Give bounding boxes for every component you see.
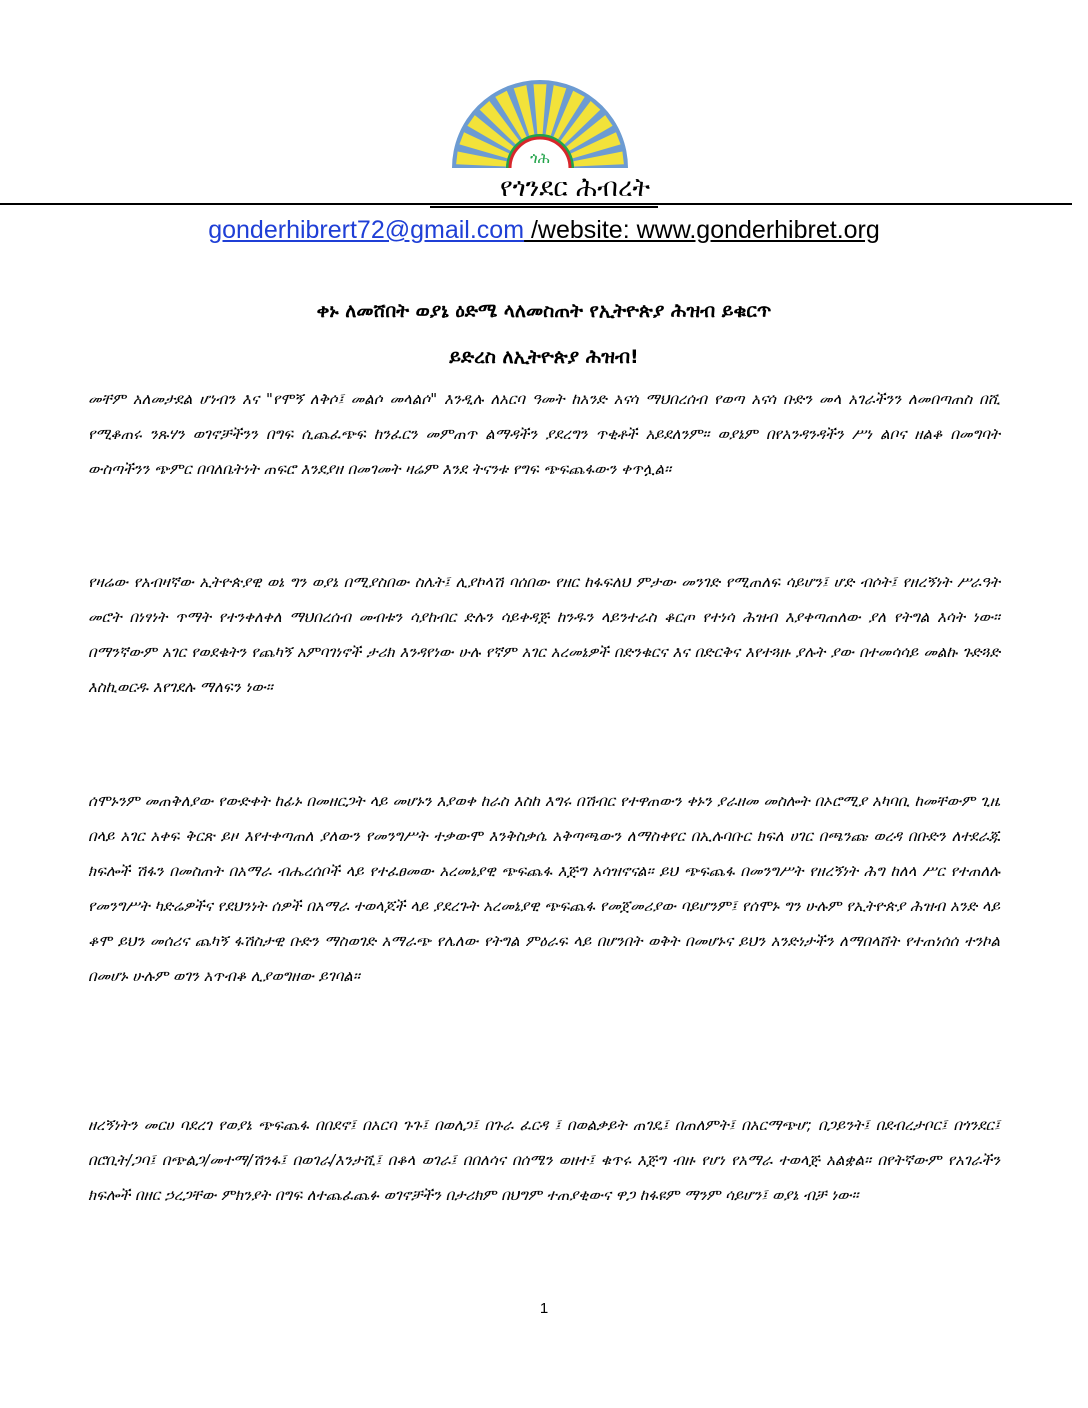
organization-name-text: የጎንደር ሕብረት [430, 172, 658, 208]
paragraph-3: ሰሞኑንም መጠቅለያው የውድቀት ከፊኑ በመዘርጋት ላይ መሆኑን እያወቀ ከራስ እስከ እግሩ በሽብር የተዋጠውን ቀኑን ያራዘመ መስሎት በኦሮሚያ አካባቢ ከመቸውም ጊዜ በላይ አገር አቀፍ ቅርጽ ይዞ እየተቀጣጠለ ያለውን የመንግሥት ተቃውሞ እንቅስቃሴ አቅጣጫውን ለማስቀየር በኢሉባቡር ክፍለ ሀገር በጫንጩ ወረዳ በቡድን ለተደራጁ ክፍሎች ሽፋን በመስጠት በአማራ ብሔረሰቦች ላይ የተፈፀመው አረመኔያዊ ጭፍጨፋ እጅግ አሳዝኖናል። ይህ ጭፍጨፋ በመንግሥት የዘረኝነት ሕግ ከለላ ሥር የተጠለሉ የመንግሥት ካድሬዎችና የደህንነት ሰዎች በአማራ ተወላጆች ላይ ያደረጉት አረመኔያዊ ጭፍጨፋ የመጀመሪያው ባይሆንም፤ የሰሞኑ ግን ሁሉም የኢትዮጵያ ሕዝብ አንድ ላይ ቆሞ ይህን መሰሪና ጨካኝ ፋሽስታዊ ቡድን ማስወገድ አማራጭ የሌለው የትግል ምዕራፍ ላይ በሆንበት ወቅት በመሆኑና ይህን አንድነታችን ለማበላሸት የተጠነሰሰ ተንኮል በመሆኑ ሁሉም ወገን አጥብቆ ሊያወግዘው ይገባል። [88, 792, 1000, 985]
paragraph-2: የዛሬው የአብዛኛው ኢትዮጵያዊ ወኔ ግን ወያኔ በሚያስበው ስሌት፤ ሊያኮላሽ ባሰበው የዘር ከፋፍለህ ምታው መንገድ የሚጠለፍ ሳይሆን፤ ሆድ ብሶት፤ የዘረኝነት ሥራዓት መሮት በነፃነት ጥማት የተንቀለቀለ ማህበረሰብ መብቱን ሳያከብር ድሉን ሳይቀዳጅ ከንዱን ላይንተራስ ቆርጦ የተነሳ ሕዝብ እያቀጣጠለው ያለ የትግል እሳት ነው። በማንኛውም አገር የወደቁትን የጨካኝ አምባገነኖች ታሪክ እንዳየነው ሁሉ የኛም አገር አረመኔዎች በድንቁርና እና በድርቅና እየተጓዙ ያሉት ያው በተመሳሳይ መልኩ ጉድጓድ እስኪወርዱ እየገደሉ ማለፍን ነው። [88, 573, 1000, 696]
page-number: 1 [539, 1300, 549, 1317]
headline: ቀኑ ለመሸበት ወያኔ ዕድሜ ላለመስጠት የኢትዮጵያ ሕዝብ ይቁርጥ [316, 300, 772, 322]
subheadline: ይድረስ ለኢትዮጵያ ሕዝብ! [449, 346, 639, 368]
logo-text: ጎሕ [530, 149, 550, 167]
sunburst-logo-icon [448, 60, 632, 172]
website-link[interactable]: /website: www.gonderhibret.org [524, 216, 880, 244]
contact-line [0, 212, 1088, 248]
paragraph-4: ዘረኝነትን መርሀ ባደረገ የወያኔ ጭፍጨፋ በበደኖ፤ በአርባ ጉጉ፤ በወለጋ፤ በጉራ ፈርዳ ፤ በወልቃይት ጠገዴ፤ በጠለምት፤ በአርማጭሆ; በጋይንት፤ በደብረታቦር፤ በጎንደር፤ በሮቢት/ጋባ፤ በጭልጋ/መተማ/ሽንፋ፤ በወገራ/እንታሺ፤ በቆላ ወገራ፤ በበለሳና በሰሜን ወዘተ፤ ቁጥሩ እጅግ ብዙ የሆነ የአማራ ተወላጅ አልቋል። በየትኛውም የአገራችን ክፍሎች በዘር ኃረጋቸው ምክንያት በግፍ ለተጨፈጨፉ ወገኖቻችን በታሪክም በህግም ተጠያቂውና ዋጋ ከፋዩም ማንም ሳይሆን፤ ወያኔ ብቻ ነው። [88, 1116, 1000, 1204]
header-rule [0, 203, 1072, 205]
paragraph-1: መቸም አለመታደል ሆነብን እና "የሞኝ ለቅሶ፤ መልሶ መላልሶ" እንዲሉ ለአርባ ዓመት ከአንድ አናሳ ማህበረሰብ የወጣ አናሳ ቡድን መላ አገራችንን ለመበጣጠስ በሺ የሚቆጠሩ ንጹሃን ወገኖቻችንን በግፍ ሲጨፈጭፍ ከንፈርን መምጠጥ ልማዳችን ያደረግን ጥቂቶች አይደለንም። ወያኔም በየአንዳንዳችን ሥነ ልቦና ዘልቆ በመግባት ውስጣችንን ጭምር በባለቤትነት ጠፍሮ እንደያዘ በመገመት ዛሬም እንደ ትናንቱ የግፍ ጭፍጨፋውን ቀጥሏል። [88, 390, 1000, 478]
email-link[interactable]: gonderhibrert72@gmail.com [208, 216, 525, 244]
